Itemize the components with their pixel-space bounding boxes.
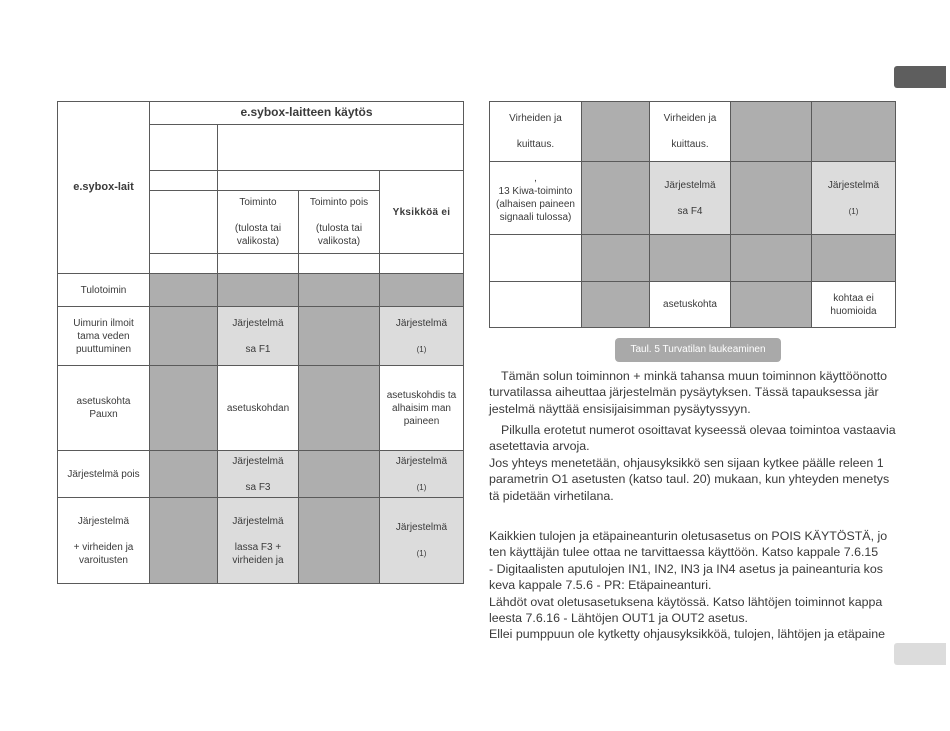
function-on-title: Toiminto: [239, 197, 277, 208]
header-empty-cell: [299, 254, 380, 274]
row-label: Uimurin ilmoit tama veden puuttuminen: [73, 317, 134, 355]
paragraph-safety-mode: [489, 368, 901, 417]
cell-text: Järjestelmä: [395, 317, 448, 329]
row-label: Järjestelmä: [77, 515, 130, 527]
row-label: asetuskohta Pauxn: [76, 396, 131, 420]
text-line: turvatilassa aiheuttaa järjestelmän pysäytyksen. Tässä tapauksessa jär: [489, 385, 879, 400]
cell-text: Järjestelmä: [827, 179, 880, 191]
text-line: jestelmä näyttää ensisijaisimman pysäytyssyyn.: [489, 401, 751, 416]
behavior-cell: [650, 282, 731, 328]
text-line: ten käyttäjän tulee ottaa ne tarvittaessa käyttöön. Katso kappale 7.6.15: [489, 545, 879, 560]
row-label-cell: [490, 162, 582, 235]
cell-text: Järjestelmä: [395, 455, 448, 467]
footnote-ref: (1): [848, 206, 859, 216]
table-row: [490, 235, 896, 282]
footnote-ref: (1): [416, 549, 427, 558]
table-row: [490, 162, 896, 235]
cell-text: asetuskohdan: [226, 402, 290, 414]
right-behavior-table: [489, 101, 896, 328]
function-on-header-cell: [218, 191, 299, 254]
row-label-cell: [490, 102, 582, 162]
function-off-sub: (tulosta tai valikosta): [315, 223, 363, 247]
text-line: parametrin O1 asetusten (katso taul. 20) mukaan, kun yhteyden menetys: [489, 472, 890, 487]
row-label-cell: [490, 235, 582, 282]
behavior-cell: [380, 307, 464, 366]
cell-text: sa F4: [677, 205, 703, 217]
cell-text: kohtaa ei huomioida: [830, 292, 877, 317]
text-line: Lähdöt ovat oletusasetuksena käytössä. Katso lähtöjen toiminnot kappa: [489, 594, 883, 609]
cell-text: Järjestelmä: [395, 522, 448, 533]
text-line: leesta 7.6.16 - Lähtöjen OUT1 ja OUT2 asetus.: [489, 611, 748, 626]
behavior-cell: [218, 366, 299, 451]
header-empty-cell: [218, 171, 380, 191]
row-label: 13 Kiwa-toiminto (alhaisen paineen signaali tulossa): [496, 186, 575, 223]
behavior-cell: [218, 498, 299, 584]
header-empty-cell: [150, 191, 218, 254]
header-empty-cell: [150, 171, 218, 191]
section-tab-bottom: [894, 643, 946, 665]
footnote-ref: (1): [416, 482, 427, 492]
left-behavior-table: [57, 101, 464, 584]
function-off-header-cell: [299, 191, 380, 254]
cell-text: asetuskohdis ta alhaisim man paineen: [386, 389, 457, 427]
footnote-ref: (1): [416, 344, 427, 354]
row-label: + virheiden ja varoitusten: [73, 541, 134, 566]
cell-text: Järjestelmä: [232, 317, 284, 329]
text-line: asetettavia arvoja.: [489, 439, 590, 454]
behavior-cell: [380, 451, 464, 498]
cell-text: kuittaus.: [671, 139, 709, 150]
text-line: Pilkulla erotetut numerot osoittavat kyseessä olevaa toimintoa vastaavia: [501, 423, 896, 437]
text-line: Ellei pumppuun ole kytketty ohjausyksikköä, tulojen, lähtöjen ja etäpaine: [489, 627, 886, 642]
row-label-cell: [58, 366, 150, 451]
function-off-title: Toiminto pois: [309, 197, 369, 208]
table-row: [58, 498, 464, 584]
table-row: [58, 307, 464, 366]
behavior-header: e.sybox-laitteen käytös: [240, 105, 373, 119]
cell-text: asetuskohta: [663, 299, 717, 310]
row-label-cell: [490, 282, 582, 328]
row-label: Tulotoimin: [80, 284, 127, 296]
header-empty-cell: [150, 254, 218, 274]
behavior-cell: [650, 162, 731, 235]
behavior-cell: [812, 282, 896, 328]
table-caption: Taul. 5 Turvatilan laukeaminen: [615, 338, 781, 362]
row-label: ,: [534, 173, 537, 184]
behavior-cell: [650, 102, 731, 162]
header-empty-cell: [218, 254, 299, 274]
header-empty-cell: [218, 125, 464, 171]
function-on-sub: (tulosta tai valikosta): [234, 223, 282, 247]
table-row: [490, 102, 896, 162]
row-header-label: e.sybox-lait: [73, 181, 134, 193]
header-empty-cell: [150, 125, 218, 171]
row-label: Järjestelmä pois: [67, 468, 140, 480]
table-row: [58, 366, 464, 451]
text-line: - Digitaalisten aputulojen IN1, IN2, IN3 ja IN4 asetus ja paineanturia kos: [489, 561, 883, 576]
row-label: kuittaus.: [516, 139, 555, 150]
behavior-header-cell: [150, 102, 464, 125]
cell-text: Järjestelmä: [232, 455, 284, 467]
row-label-cell: [58, 451, 150, 498]
behavior-cell: [218, 307, 299, 366]
text-line: tä pidetään virhetilana.: [489, 488, 614, 503]
table-row: [58, 451, 464, 498]
row-header-cell: [58, 102, 150, 274]
section-tab-top: [894, 66, 946, 88]
cell-text: Järjestelmä: [664, 179, 716, 191]
row-label-cell: [58, 307, 150, 366]
cell-text: lassa F3 + virheiden ja: [232, 541, 284, 566]
row-label: Virheiden ja: [509, 113, 562, 124]
text-line: Tämän solun toiminnon + minkä tahansa muun toiminnon käyttöönotto: [501, 369, 888, 383]
text-line: Jos yhteys menetetään, ohjausyksikkö sen sijaan kytkee päälle releen 1: [489, 455, 884, 470]
unit-off-header-cell: [380, 171, 464, 254]
cell-text: sa F1: [245, 343, 271, 355]
behavior-cell: [380, 366, 464, 451]
cell-text: sa F3: [245, 481, 271, 493]
behavior-cell: [380, 498, 464, 584]
behavior-cell: [812, 162, 896, 235]
unit-off-header: Yksikköä ei: [392, 206, 451, 218]
behavior-cell: [218, 451, 299, 498]
paragraph-default-settings: [489, 528, 901, 643]
header-empty-cell: [380, 254, 464, 274]
text-line: Kaikkien tulojen ja etäpaineanturin oletusasetus on POIS KÄYTÖSTÄ, jo: [489, 529, 888, 543]
cell-text: Järjestelmä: [232, 515, 284, 527]
text-line: keva kappale 7.5.6 - PR: Etäpaineanturi.: [489, 578, 712, 593]
row-label-cell: [58, 498, 150, 584]
paragraph-comma-values: [489, 422, 901, 504]
cell-text: Virheiden ja: [663, 113, 717, 124]
table-row: [490, 282, 896, 328]
row-label-cell: [58, 274, 150, 307]
table-row: [58, 274, 464, 307]
